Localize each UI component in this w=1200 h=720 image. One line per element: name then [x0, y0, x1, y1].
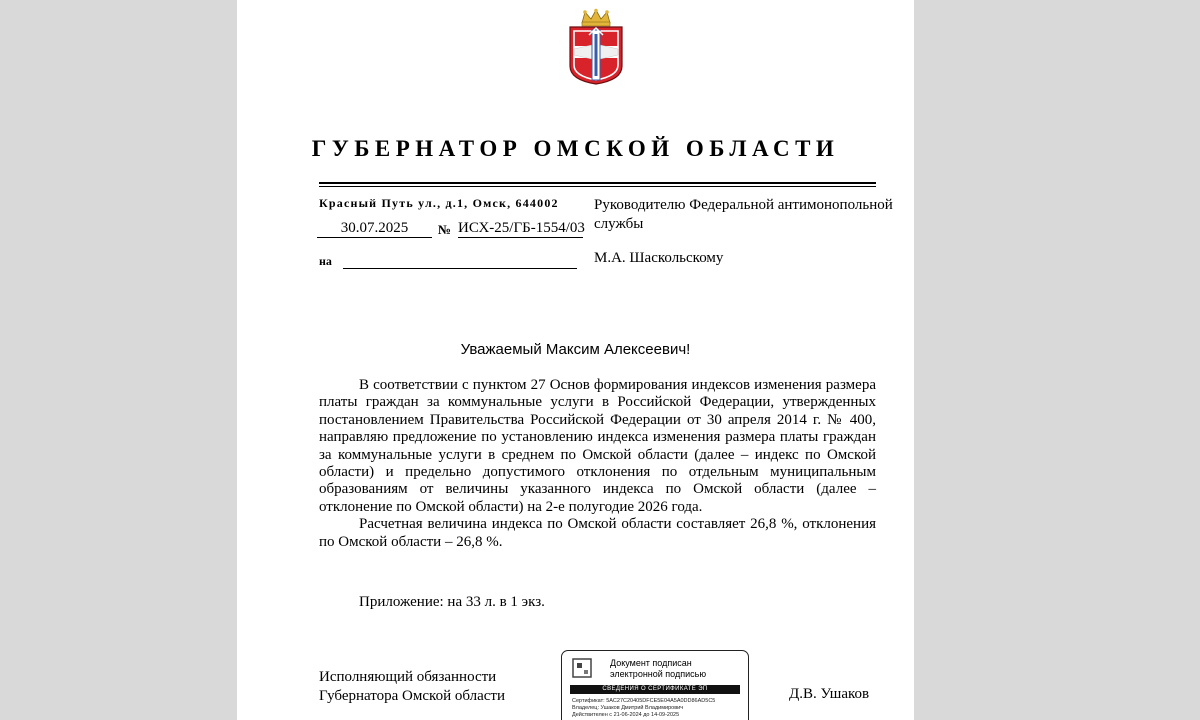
date-underline — [317, 237, 432, 238]
stamp-owner: Владелец: Ушаков Дмитрий Владимирович — [572, 705, 684, 711]
appendix-note: Приложение: на 33 л. в 1 экз. — [359, 594, 545, 610]
body-paragraph: Расчетная величина индекса по Омской области составляет 26,8 %, отклонения по Омской области – 26,8 %. — [319, 516, 876, 550]
document-number: ИСХ-25/ГБ-1554/03 — [458, 220, 585, 236]
reply-to-underline — [343, 268, 577, 269]
letter-body — [319, 377, 876, 551]
qr-code-icon — [572, 658, 592, 678]
header-rule-thick — [319, 182, 876, 184]
header-rule-thin — [319, 186, 876, 187]
signer-title-line: Исполняющий обязанности — [319, 669, 497, 685]
recipient-name: М.А. Шаскольскому — [594, 250, 724, 266]
letter-greeting: Уважаемый Максим Алексеевич! — [460, 341, 691, 358]
signer-title — [319, 668, 505, 706]
electronic-signature-stamp — [561, 650, 749, 720]
stamp-heading-line: Документ подписан — [610, 658, 692, 668]
reply-to-label: на — [319, 254, 332, 268]
body-paragraph: В соответствии с пунктом 27 Основ формирования индексов изменения размера платы граждан за коммунальные услуги в Российской Федерации, утвержденных постановлением Правительства Российской Федерации от 30 апреля 2014 г. № 400, направляю предложение по установлению индекса изменения размера платы граждан за коммунальные услуги в среднем по Омской области (далее – индекс по Омской области) и предельно допустимого отклонения по отдельным муниципальным образованиям от величины указанного индекса по Омской области (далее – отклонение по Омской области) на 2-е полугодие 2026 года. — [319, 377, 876, 515]
stamp-heading — [610, 658, 706, 680]
recipient-position: Руководителю Федеральной антимонопольной службы — [594, 197, 893, 232]
stamp-validity: Действителен с 21-06-2024 до 14-09-2025 — [572, 712, 680, 718]
stamp-certificate-id: Сертификат: 5AC27C20405DFCE5E04A5A0DD86AD5C5 — [572, 698, 716, 704]
sender-address: Красный Путь ул., д.1, Омск, 644002 — [319, 196, 559, 210]
page-title: ГУБЕРНАТОР ОМСКОЙ ОБЛАСТИ — [311, 136, 840, 161]
signer-name: Д.В. Ушаков — [789, 686, 870, 702]
document-page — [237, 0, 914, 720]
number-underline — [458, 237, 583, 238]
document-date: 30.07.2025 — [340, 220, 409, 236]
omsk-coat-of-arms-icon — [565, 8, 627, 86]
signer-title-line: Губернатора Омской области — [319, 688, 505, 704]
number-sign: № — [438, 222, 452, 237]
stamp-certificate-bar: СВЕДЕНИЯ О СЕРТИФИКАТЕ ЭП — [570, 685, 740, 694]
stamp-heading-line: электронной подписью — [610, 669, 707, 679]
